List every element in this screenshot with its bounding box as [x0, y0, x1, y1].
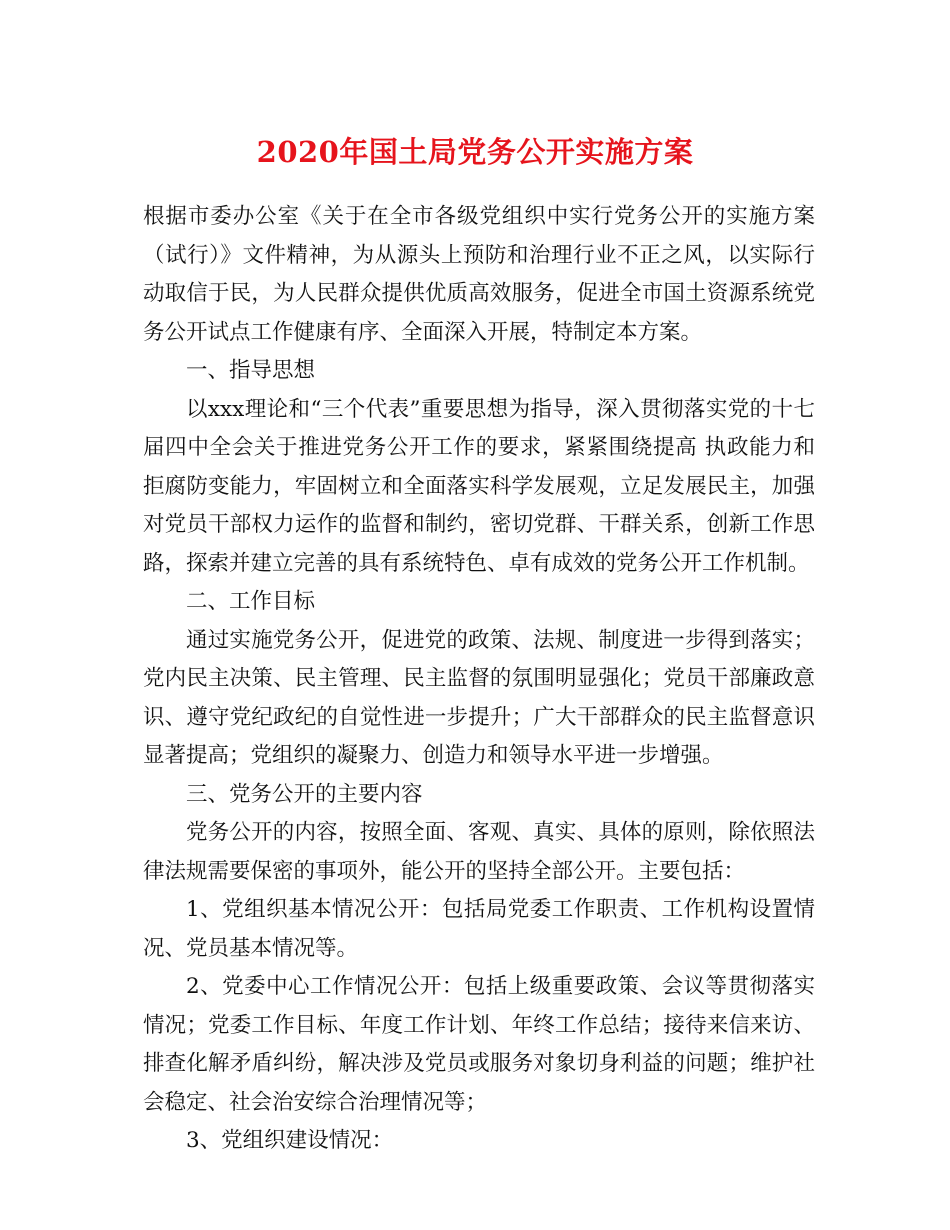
document-body [143, 198, 815, 1161]
guiding-thought-paragraph: 以xxx理论和“三个代表”重要思想为指导，深入贯彻落实党的十七届四中全会关于推进党务公开工作的要求，紧紧围绕提高 执政能力和拒腐防变能力，牢固树立和全面落实科学发展观，立足发展民主，加强对党员干部权力运作的监督和制约，密切党群、干群关系，创新工作思路，探索并建立完善的具有系统特色、卓有成效的党务公开工作机制。 [143, 396, 815, 576]
list-item-3: 3、党组织建设情况： [186, 1128, 394, 1153]
intro-paragraph: 根据市委办公室《关于在全市各级党组织中实行党务公开的实施方案（试行）》文件精神，为从源头上预防和治理行业不正之风，以实际行动取信于民，为人民群众提供优质高效服务，促进全市国土资源系统党务公开试点工作健康有序、全面深入开展，特制定本方案。 [143, 204, 815, 345]
section-heading-main-content: 三、党务公开的主要内容 [186, 781, 423, 807]
section-heading-work-goals: 二、工作目标 [186, 589, 316, 614]
main-content-paragraph: 党务公开的内容，按照全面、客观、真实、具体的原则，除依照法律法规需要保密的事项外，能公开的坚持全部公开。主要包括： [143, 820, 815, 884]
document-title: 2020年国土局党务公开实施方案 [256, 135, 694, 169]
section-heading-guiding-thought: 一、指导思想 [186, 358, 316, 383]
work-goals-paragraph: 通过实施党务公开，促进党的政策、法规、制度进一步得到落实；党内民主决策、民主管理、民主监督的氛围明显强化；党员干部廉政意识、遵守党纪政纪的自觉性进一步提升；广大干部群众的民主监督意识显著提高；党组织的凝聚力、创造力和领导水平进一步增强。 [143, 627, 815, 768]
list-item-2: 2、党委中心工作情况公开：包括上级重要政策、会议等贯彻落实情况；党委工作目标、年度工作计划、年终工作总结；接待来信来访、排查化解矛盾纠纷，解决涉及党员或服务对象切身利益的问题；维护社会稳定、社会治安综合治理情况等； [143, 974, 815, 1115]
list-item-1: 1、党组织基本情况公开：包括局党委工作职责、工作机构设置情况、党员基本情况等。 [143, 897, 815, 961]
